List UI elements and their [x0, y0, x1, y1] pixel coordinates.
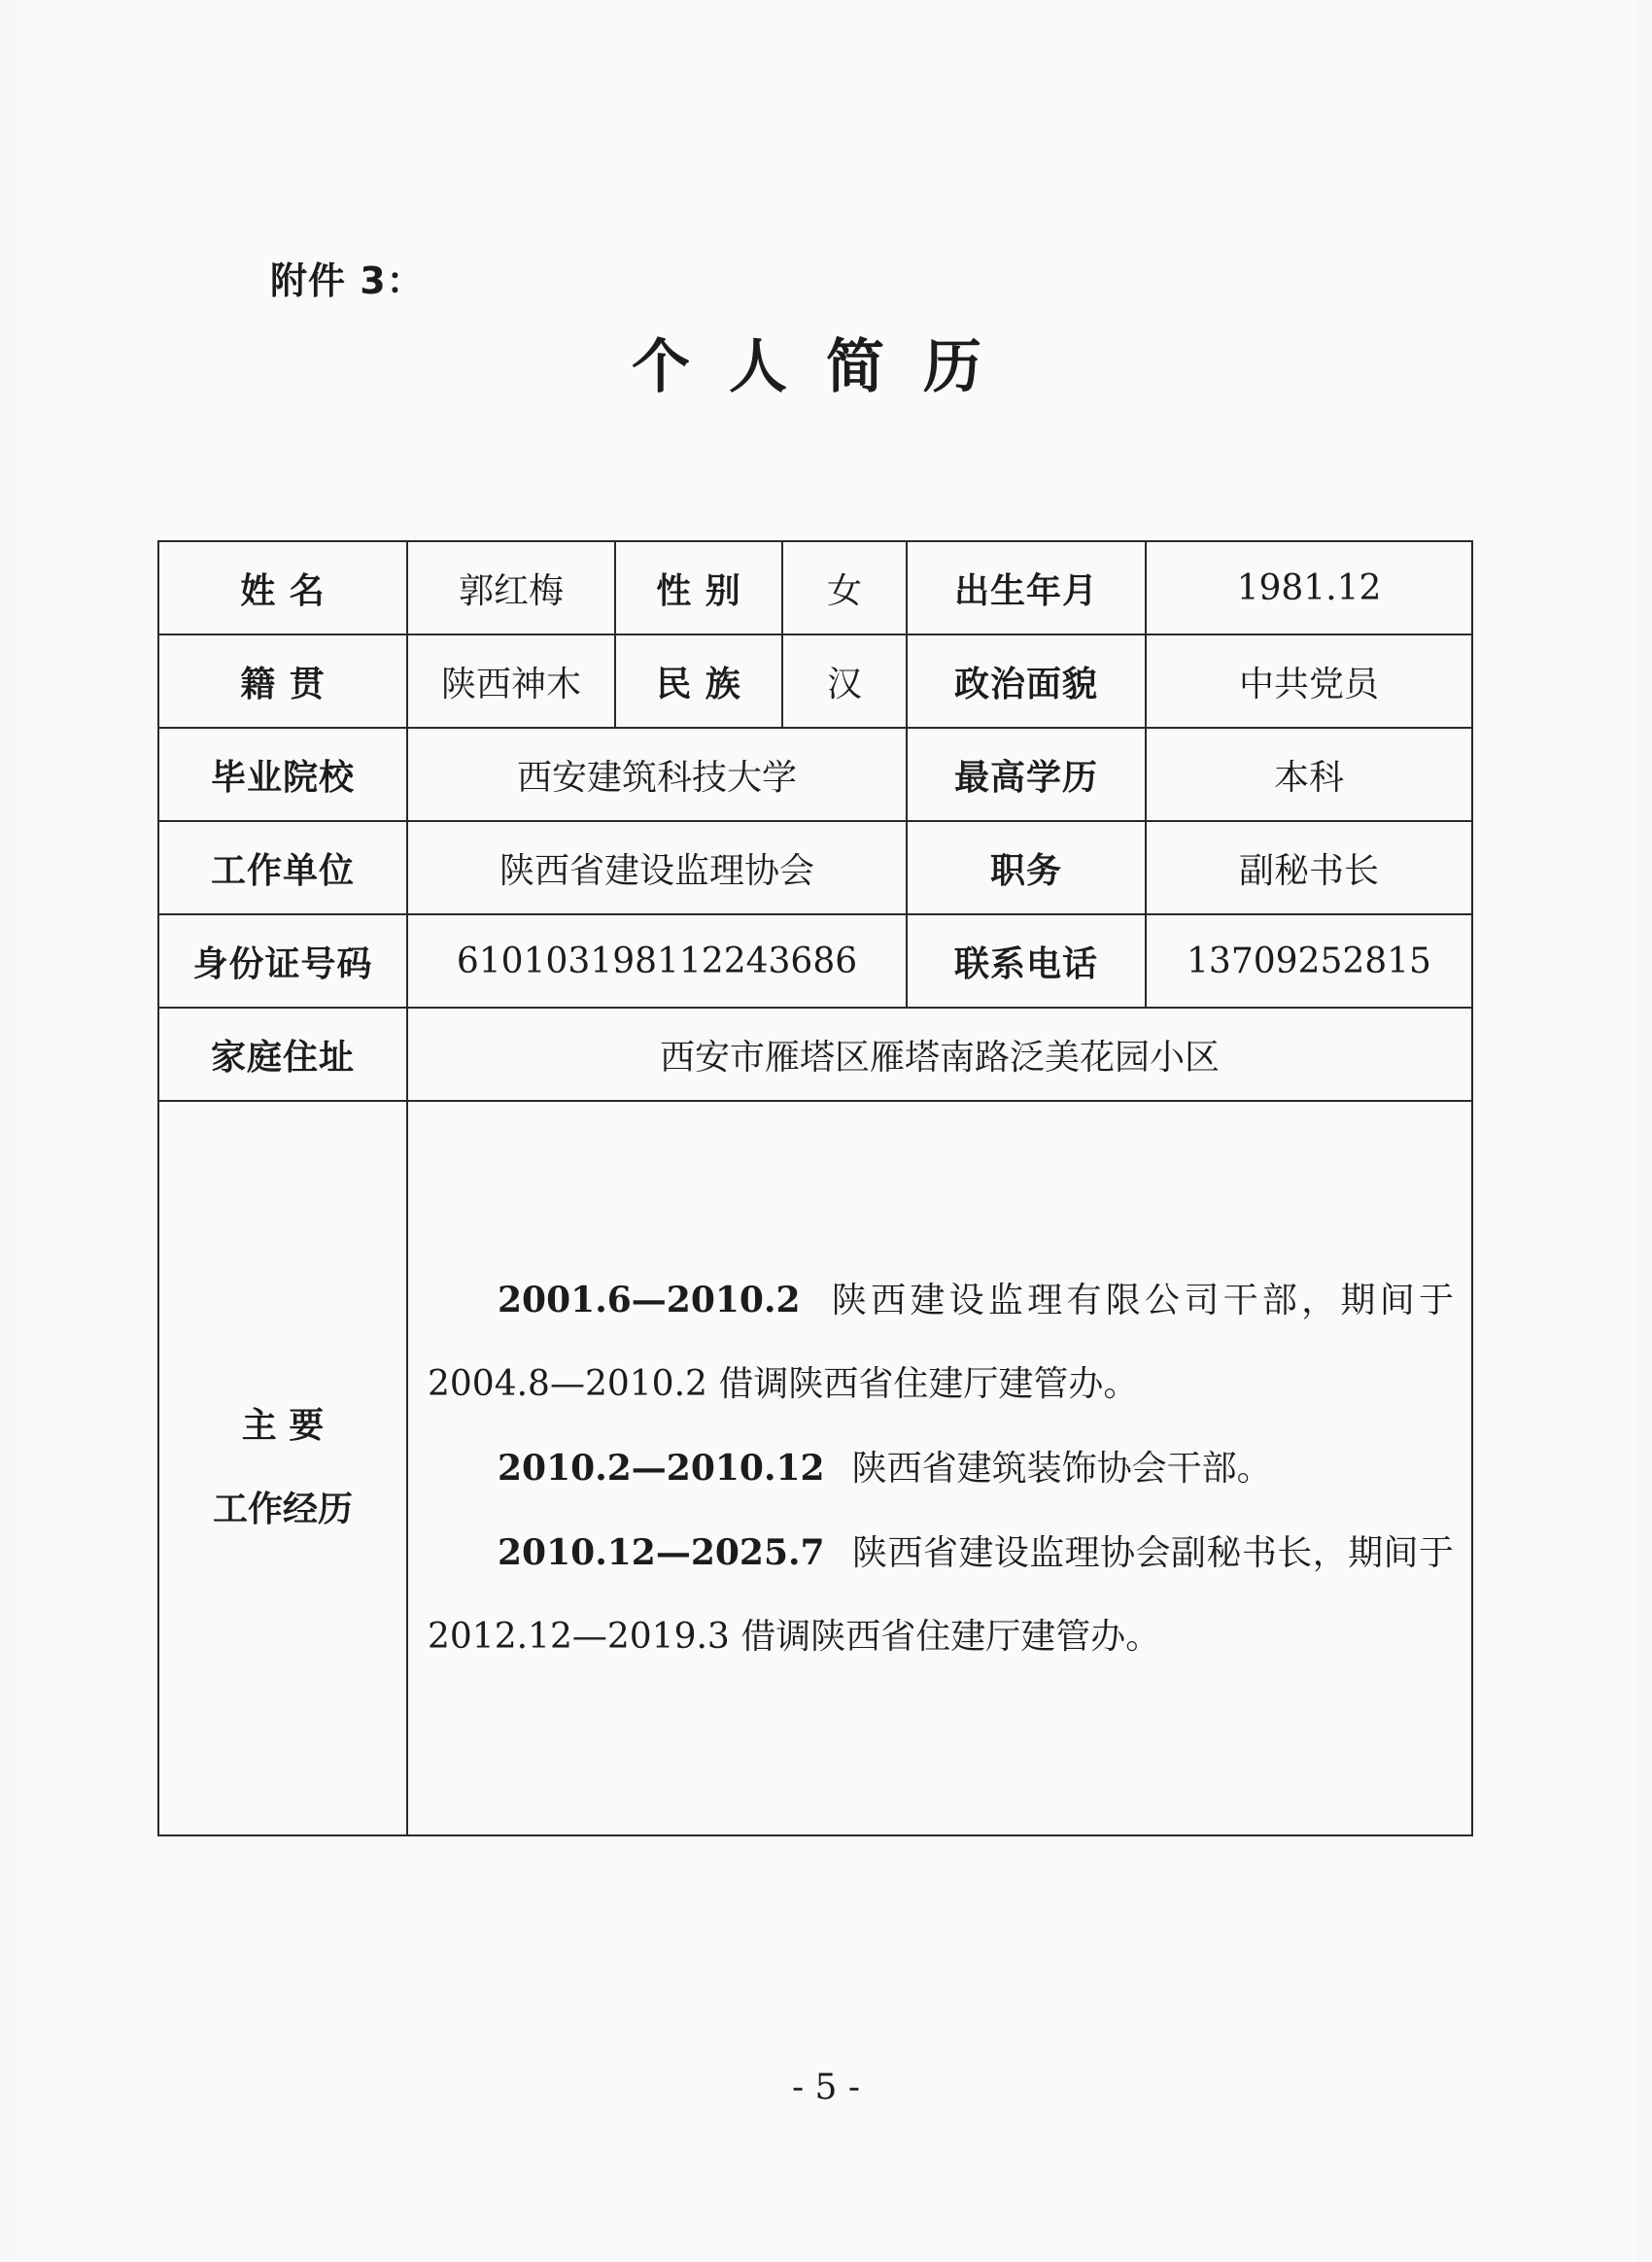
document-title: 个人简历 — [632, 333, 1020, 401]
value-political-status: 中共党员 — [1146, 634, 1472, 728]
label-employer: 工作单位 — [158, 821, 407, 914]
label-name: 姓 名 — [158, 541, 407, 634]
value-name: 郭红梅 — [407, 541, 615, 634]
label-experience — [158, 1101, 407, 1835]
value-phone: 13709252815 — [1146, 914, 1472, 1008]
experience-description: 陕西省建设监理协会副秘书长，期间于 2012.12—2019.3 借调陕西省住建厅建管办。 — [428, 1532, 1454, 1657]
label-education: 最高学历 — [907, 728, 1146, 821]
value-education: 本科 — [1146, 728, 1472, 821]
experience-description: 陕西省建筑装饰协会干部。 — [851, 1448, 1272, 1489]
label-phone: 联系电话 — [907, 914, 1146, 1008]
value-id-number: 610103198112243686 — [407, 914, 907, 1008]
label-ethnicity: 民 族 — [615, 634, 782, 728]
experience-description: 陕西建设监理有限公司干部，期间于 2004.8—2010.2 借调陕西省住建厅建管办。 — [428, 1280, 1454, 1404]
experience-period: 2001.6—2010.2 — [498, 1279, 801, 1320]
experience-period: 2010.2—2010.12 — [498, 1447, 825, 1489]
label-gender: 性 别 — [615, 541, 782, 634]
row-address — [158, 1008, 1472, 1101]
value-gender: 女 — [782, 541, 907, 634]
value-employer: 陕西省建设监理协会 — [407, 821, 907, 914]
label-political-status: 政治面貌 — [907, 634, 1146, 728]
row-id — [158, 914, 1472, 1008]
value-address: 西安市雁塔区雁塔南路泛美花园小区 — [407, 1008, 1472, 1101]
value-position: 副秘书长 — [1146, 821, 1472, 914]
label-experience-line2: 工作经历 — [212, 1490, 353, 1529]
row-employer — [158, 821, 1472, 914]
experience-body — [407, 1101, 1472, 1835]
value-school: 西安建筑科技大学 — [407, 728, 907, 821]
resume-table — [157, 540, 1473, 1836]
label-address: 家庭住址 — [158, 1008, 407, 1101]
row-school — [158, 728, 1472, 821]
value-native-place: 陕西神木 — [407, 634, 615, 728]
experience-entry — [428, 1511, 1454, 1679]
experience-entry — [428, 1258, 1454, 1426]
label-native-place: 籍 贯 — [158, 634, 407, 728]
label-position: 职务 — [907, 821, 1146, 914]
experience-period: 2010.12—2025.7 — [498, 1531, 825, 1573]
value-ethnicity: 汉 — [782, 634, 907, 728]
label-experience-line1: 主 要 — [241, 1406, 325, 1446]
page-number: - 5 - — [791, 2068, 861, 2108]
label-school: 毕业院校 — [158, 728, 407, 821]
label-id-number: 身份证号码 — [158, 914, 407, 1008]
row-native-place — [158, 634, 1472, 728]
experience-entry — [428, 1426, 1454, 1511]
value-birth: 1981.12 — [1146, 541, 1472, 634]
row-experience — [158, 1101, 1472, 1835]
label-birth: 出生年月 — [907, 541, 1146, 634]
row-name — [158, 541, 1472, 634]
attachment-label: 附件 3： — [270, 259, 425, 302]
